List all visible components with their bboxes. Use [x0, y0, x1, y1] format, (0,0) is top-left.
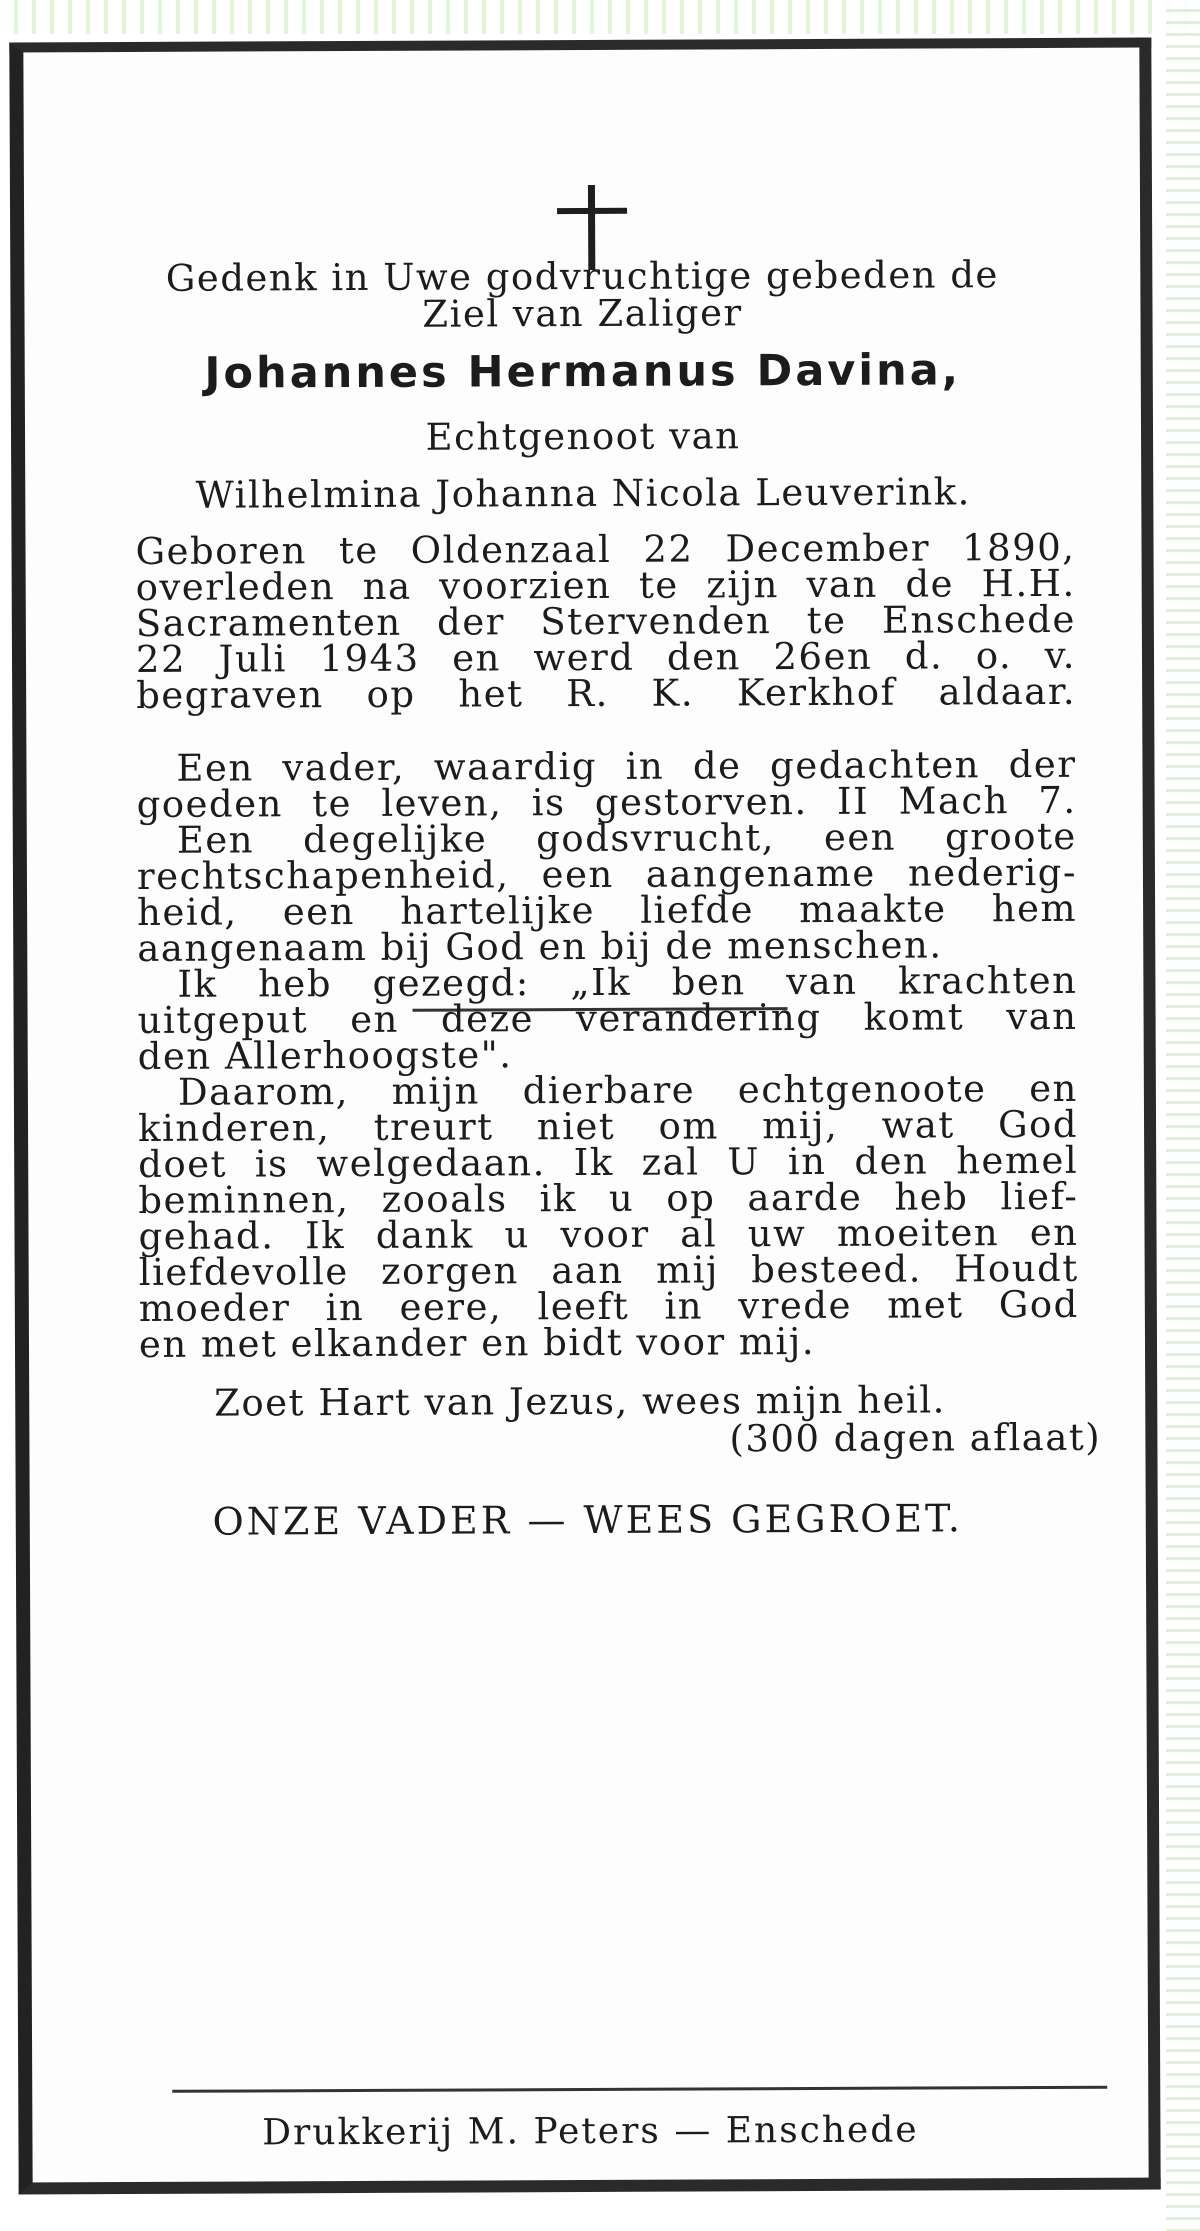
printer-credit: Drukkerij M. Peters — Enschede: [262, 2109, 919, 2154]
text-line: Daarom, mijn dierbare echtgenoote en: [177, 1066, 1078, 1114]
bio-line: overleden na voorzien te zijn van de H.H.: [135, 561, 1076, 609]
closing-prayers: ONZE VADER — WEES GEGROET.: [212, 1496, 964, 1544]
text-line: kinderen, treurt niet om mij, wat God: [137, 1102, 1079, 1150]
intro-line-1: Gedenk in Uwe godvruchtige gebeden de: [165, 253, 999, 300]
text-line: aangenaam bij God en bij de menschen.: [137, 923, 943, 970]
text-line: Een vader, waardig in de gedachten der: [176, 742, 1077, 790]
text-line: beminnen, zooals ik u op aarde heb lief-: [138, 1174, 1079, 1222]
memorial-card: [9, 38, 1160, 2195]
spouse-name: Wilhelmina Johanna Nicola Leuverink.: [195, 470, 971, 517]
scan-edge-right: [1166, 0, 1200, 2231]
bio-line: Sacramenten der Stervenden te Enschede: [135, 597, 1076, 645]
bio-line: begraven op het R. K. Kerkhof aldaar.: [136, 669, 1077, 717]
prayer-line: Zoet Hart van Jezus, wees mijn heil.: [214, 1378, 946, 1425]
text-line: en met elkander en bidt voor mij.: [138, 1319, 816, 1366]
bio-line: Geboren te Oldenzaal 22 December 1890,: [135, 525, 1076, 573]
indulgence-note: (300 dagen aflaat): [729, 1415, 1102, 1461]
text-line: Een degelijke godsvrucht, een groote: [176, 814, 1077, 862]
text-line: uitgeput en deze verandering komt van: [137, 994, 1078, 1042]
text-line: heid, een hartelijke liefde maakte hem: [137, 886, 1078, 934]
text-line: Ik heb gezegd: „Ik ben van krachten: [177, 958, 1078, 1006]
intro-line-2: Ziel van Zaliger: [422, 291, 743, 336]
text-line: gehad. Ik dank u voor al uw moeiten en: [138, 1210, 1079, 1258]
text-line: liefdevolle zorgen aan mij besteed. Houdt: [138, 1246, 1079, 1294]
scan-edge-top: [0, 0, 1200, 34]
text-line: goeden te leven, is gestorven. II Mach 7.: [136, 778, 1077, 826]
text-line: doet is welgedaan. Ik zal U in den hemel: [138, 1138, 1079, 1186]
text-line: rechtschapenheid, een aangename nederig-: [136, 850, 1078, 898]
deceased-name: Johannes Hermanus Davina,: [204, 345, 962, 399]
text-line: den Allerhoogste".: [137, 1033, 513, 1078]
text-line: moeder in eere, leeft in vrede met God: [138, 1282, 1079, 1330]
spouse-intro: Echtgenoot van: [425, 414, 741, 459]
separator-long: [172, 2086, 1107, 2093]
bio-line: 22 Juli 1943 en werd den 26en d. o. v.: [135, 633, 1077, 681]
